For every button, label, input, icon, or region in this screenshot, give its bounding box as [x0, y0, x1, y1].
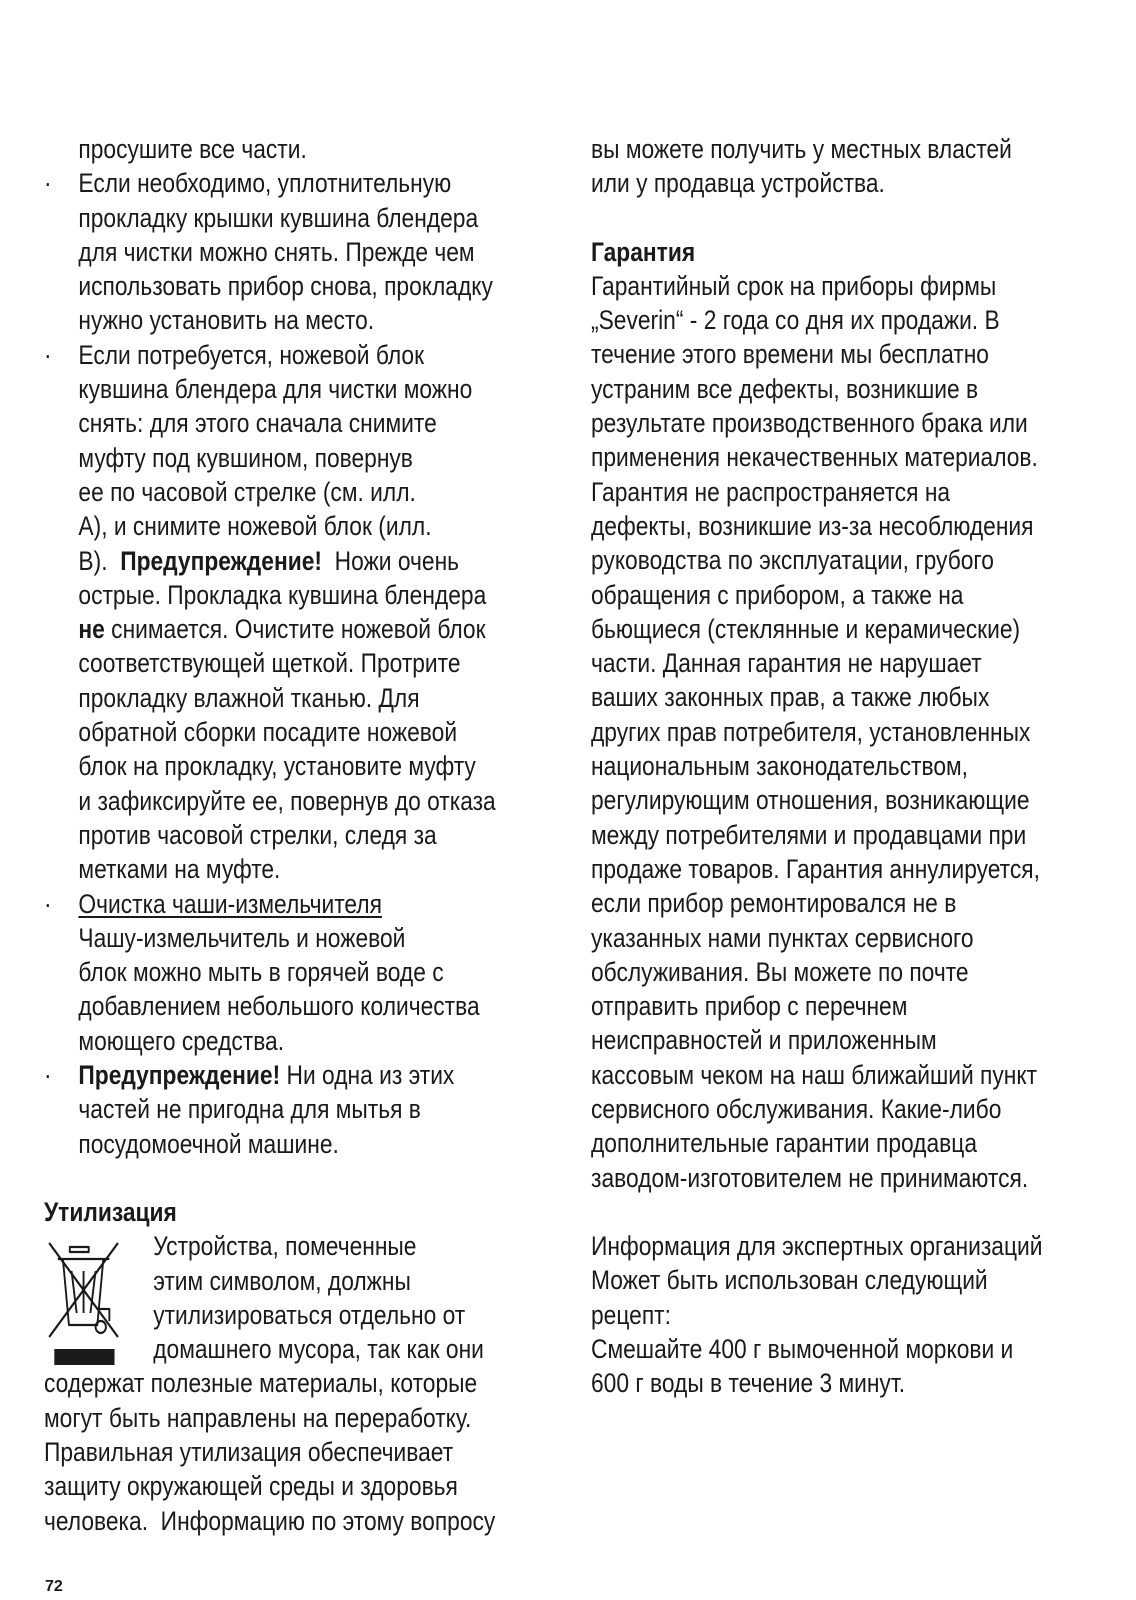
- text-line: заводом-изготовителем не принимаются.: [591, 1162, 1029, 1193]
- text-line: Смешайте 400 г вымоченной моркови и: [591, 1333, 1014, 1364]
- heading-disposal: Утилизация: [44, 1196, 177, 1227]
- text-line: частей не пригодна для мытья в: [78, 1094, 421, 1125]
- bullet-dishwasher-warning: [44, 1058, 539, 1161]
- text-line: руководства по эксплуатации, грубого: [591, 545, 994, 576]
- text-line: прокладку влажной тканью. Для: [78, 682, 420, 713]
- text-line: защиту окружающей среды и здоровья: [44, 1471, 458, 1502]
- warning-label: Предупреждение!: [120, 545, 322, 576]
- text-line: острые. Прокладка кувшина блендера: [78, 579, 487, 610]
- bullet-dot: ·: [44, 888, 52, 919]
- bullet-gasket: [44, 166, 539, 337]
- text-line: между потребителями и продавцами при: [591, 819, 1027, 850]
- bullet-dot: ·: [44, 1060, 52, 1091]
- expert-info-paragraph: [591, 1229, 1116, 1400]
- text-line: соответствующей щеткой. Протрите: [78, 648, 461, 679]
- text-line: устраним все дефекты, возникшие в: [591, 373, 979, 404]
- text-line: течение этого времени мы бесплатно: [591, 339, 989, 370]
- text-line: Чашу-измельчитель и ножевой: [78, 922, 406, 953]
- warranty-paragraph: [591, 269, 1116, 1195]
- warning-label: Предупреждение!: [78, 1060, 281, 1091]
- text-line: A), и снимите ножевой блок (илл.: [78, 511, 432, 542]
- page-number: 72: [45, 1578, 63, 1595]
- text-line: метками на муфте.: [78, 854, 281, 885]
- text-line: человека. Информацию по этому вопросу: [44, 1505, 496, 1536]
- text-line: посудомоечной машине.: [78, 1128, 339, 1159]
- text-line: добавлением небольшого количества: [78, 991, 480, 1022]
- text-line: обращения с прибором, а также на: [591, 579, 964, 610]
- text-line: части. Данная гарантия не нарушает: [591, 648, 982, 679]
- text-line: обслуживания. Вы можете по почте: [591, 956, 969, 987]
- text-line: неисправностей и приложенным: [591, 1025, 937, 1056]
- text-line: содержат полезные материалы, которые: [44, 1368, 478, 1399]
- text-line: если прибор ремонтировался не в: [591, 888, 957, 919]
- text-line: Устройства, помеченные: [153, 1231, 417, 1262]
- text-line: блок на прокладку, установите муфту: [78, 751, 476, 782]
- text-line: этим символом, должны: [153, 1265, 411, 1296]
- text-line-warning: B). Предупреждение! Ножи очень: [78, 545, 460, 576]
- text-line: прокладку крышки кувшина блендера: [78, 202, 479, 233]
- text-line: просушите все части.: [78, 134, 307, 164]
- disposal-symbol-block: [44, 1229, 539, 1366]
- text-line: отправить прибор с перечнем: [591, 991, 908, 1022]
- text-line: утилизироваться отдельно от: [153, 1299, 466, 1330]
- subheading-chopper-cleaning: Очистка чаши-измельчителя: [78, 888, 382, 919]
- bullet-dot: ·: [44, 168, 52, 199]
- text-line: кассовым чеком на наш ближайший пункт: [591, 1059, 1038, 1090]
- text-line: снять: для этого сначала снимите: [78, 408, 437, 439]
- text-line: продаже товаров. Гарантия аннулируется,: [591, 853, 1040, 884]
- text-line: дефекты, возникшие из-за несоблюдения: [591, 510, 1034, 541]
- text-line: Правильная утилизация обеспечивает: [44, 1436, 454, 1467]
- text-line: ваших законных прав, а также любых: [591, 682, 990, 713]
- text-line: регулирующим отношения, возникающие: [591, 785, 1030, 816]
- text-line: рецепт:: [591, 1299, 671, 1330]
- text-line: ее по часовой стрелке (см. илл.: [78, 476, 416, 507]
- text-line: муфту под кувшином, повернув: [78, 442, 413, 473]
- left-column: [44, 132, 539, 1538]
- text-line: кувшина блендера для чистки можно: [78, 374, 473, 405]
- text-line: нужно установить на место.: [78, 305, 375, 336]
- bullet-chopper-bowl: [44, 887, 539, 1058]
- text-line: против часовой стрелки, следя за: [78, 819, 437, 850]
- text-line: „Severin“ - 2 года со дня их продажи. В: [591, 305, 1000, 336]
- bullet-blade-unit: [44, 338, 539, 887]
- text-line: и зафиксируйте ее, повернув до отказа: [78, 785, 496, 816]
- text-line: для чистки можно снять. Прежде чем: [78, 236, 475, 267]
- text-line: Может быть использован следующий: [591, 1265, 988, 1296]
- text-line: дополнительные гарантии продавца: [591, 1128, 978, 1159]
- text-line: указанных нами пунктах сервисного: [591, 922, 974, 953]
- emphasis-not: не: [78, 614, 105, 645]
- text-line: результате производственного брака или: [591, 408, 1028, 439]
- text-line: Информация для экспертных организаций: [591, 1230, 1043, 1261]
- text-line: других прав потребителя, установленных: [591, 716, 1031, 747]
- crossed-out-wheelie-bin-icon: [44, 1237, 123, 1367]
- text-line: сервисного обслуживания. Какие-либо: [591, 1094, 1002, 1125]
- text-line: применения некачественных материалов.: [591, 442, 1038, 473]
- text-line: могут быть направлены на переработку.: [44, 1402, 472, 1433]
- right-column: [591, 132, 1116, 1400]
- text-line: не снимается. Очистите ножевой блок: [78, 614, 486, 645]
- text-line: обратной сборки посадите ножевой: [78, 717, 458, 748]
- text-line: использовать прибор снова, прокладку: [78, 271, 493, 302]
- text-line: Гарантия не распространяется на: [591, 476, 951, 507]
- text-line: бьющиеся (стеклянные и керамические): [591, 613, 1021, 644]
- text-line: домашнего мусора, так как они: [153, 1334, 484, 1365]
- text-line: или у продавца устройства.: [591, 168, 885, 199]
- text-line: национальным законодательством,: [591, 751, 969, 782]
- text-line: 600 г воды в течение 3 минут.: [591, 1368, 906, 1399]
- text-line: Гарантийный срок на приборы фирмы: [591, 270, 997, 301]
- text-line: блок можно мыть в горячей воде с: [78, 957, 444, 988]
- text-line: вы можете получить у местных властей: [591, 134, 1012, 164]
- bullet-dot: ·: [44, 339, 52, 370]
- text-line: Если потребуется, ножевой блок: [78, 339, 425, 370]
- heading-warranty: Гарантия: [591, 236, 696, 267]
- text-line-warning: Предупреждение! Ни одна из этих: [78, 1060, 455, 1091]
- text-line: Если необходимо, уплотнительную: [78, 168, 452, 199]
- text-line: моющего средства.: [78, 1025, 285, 1056]
